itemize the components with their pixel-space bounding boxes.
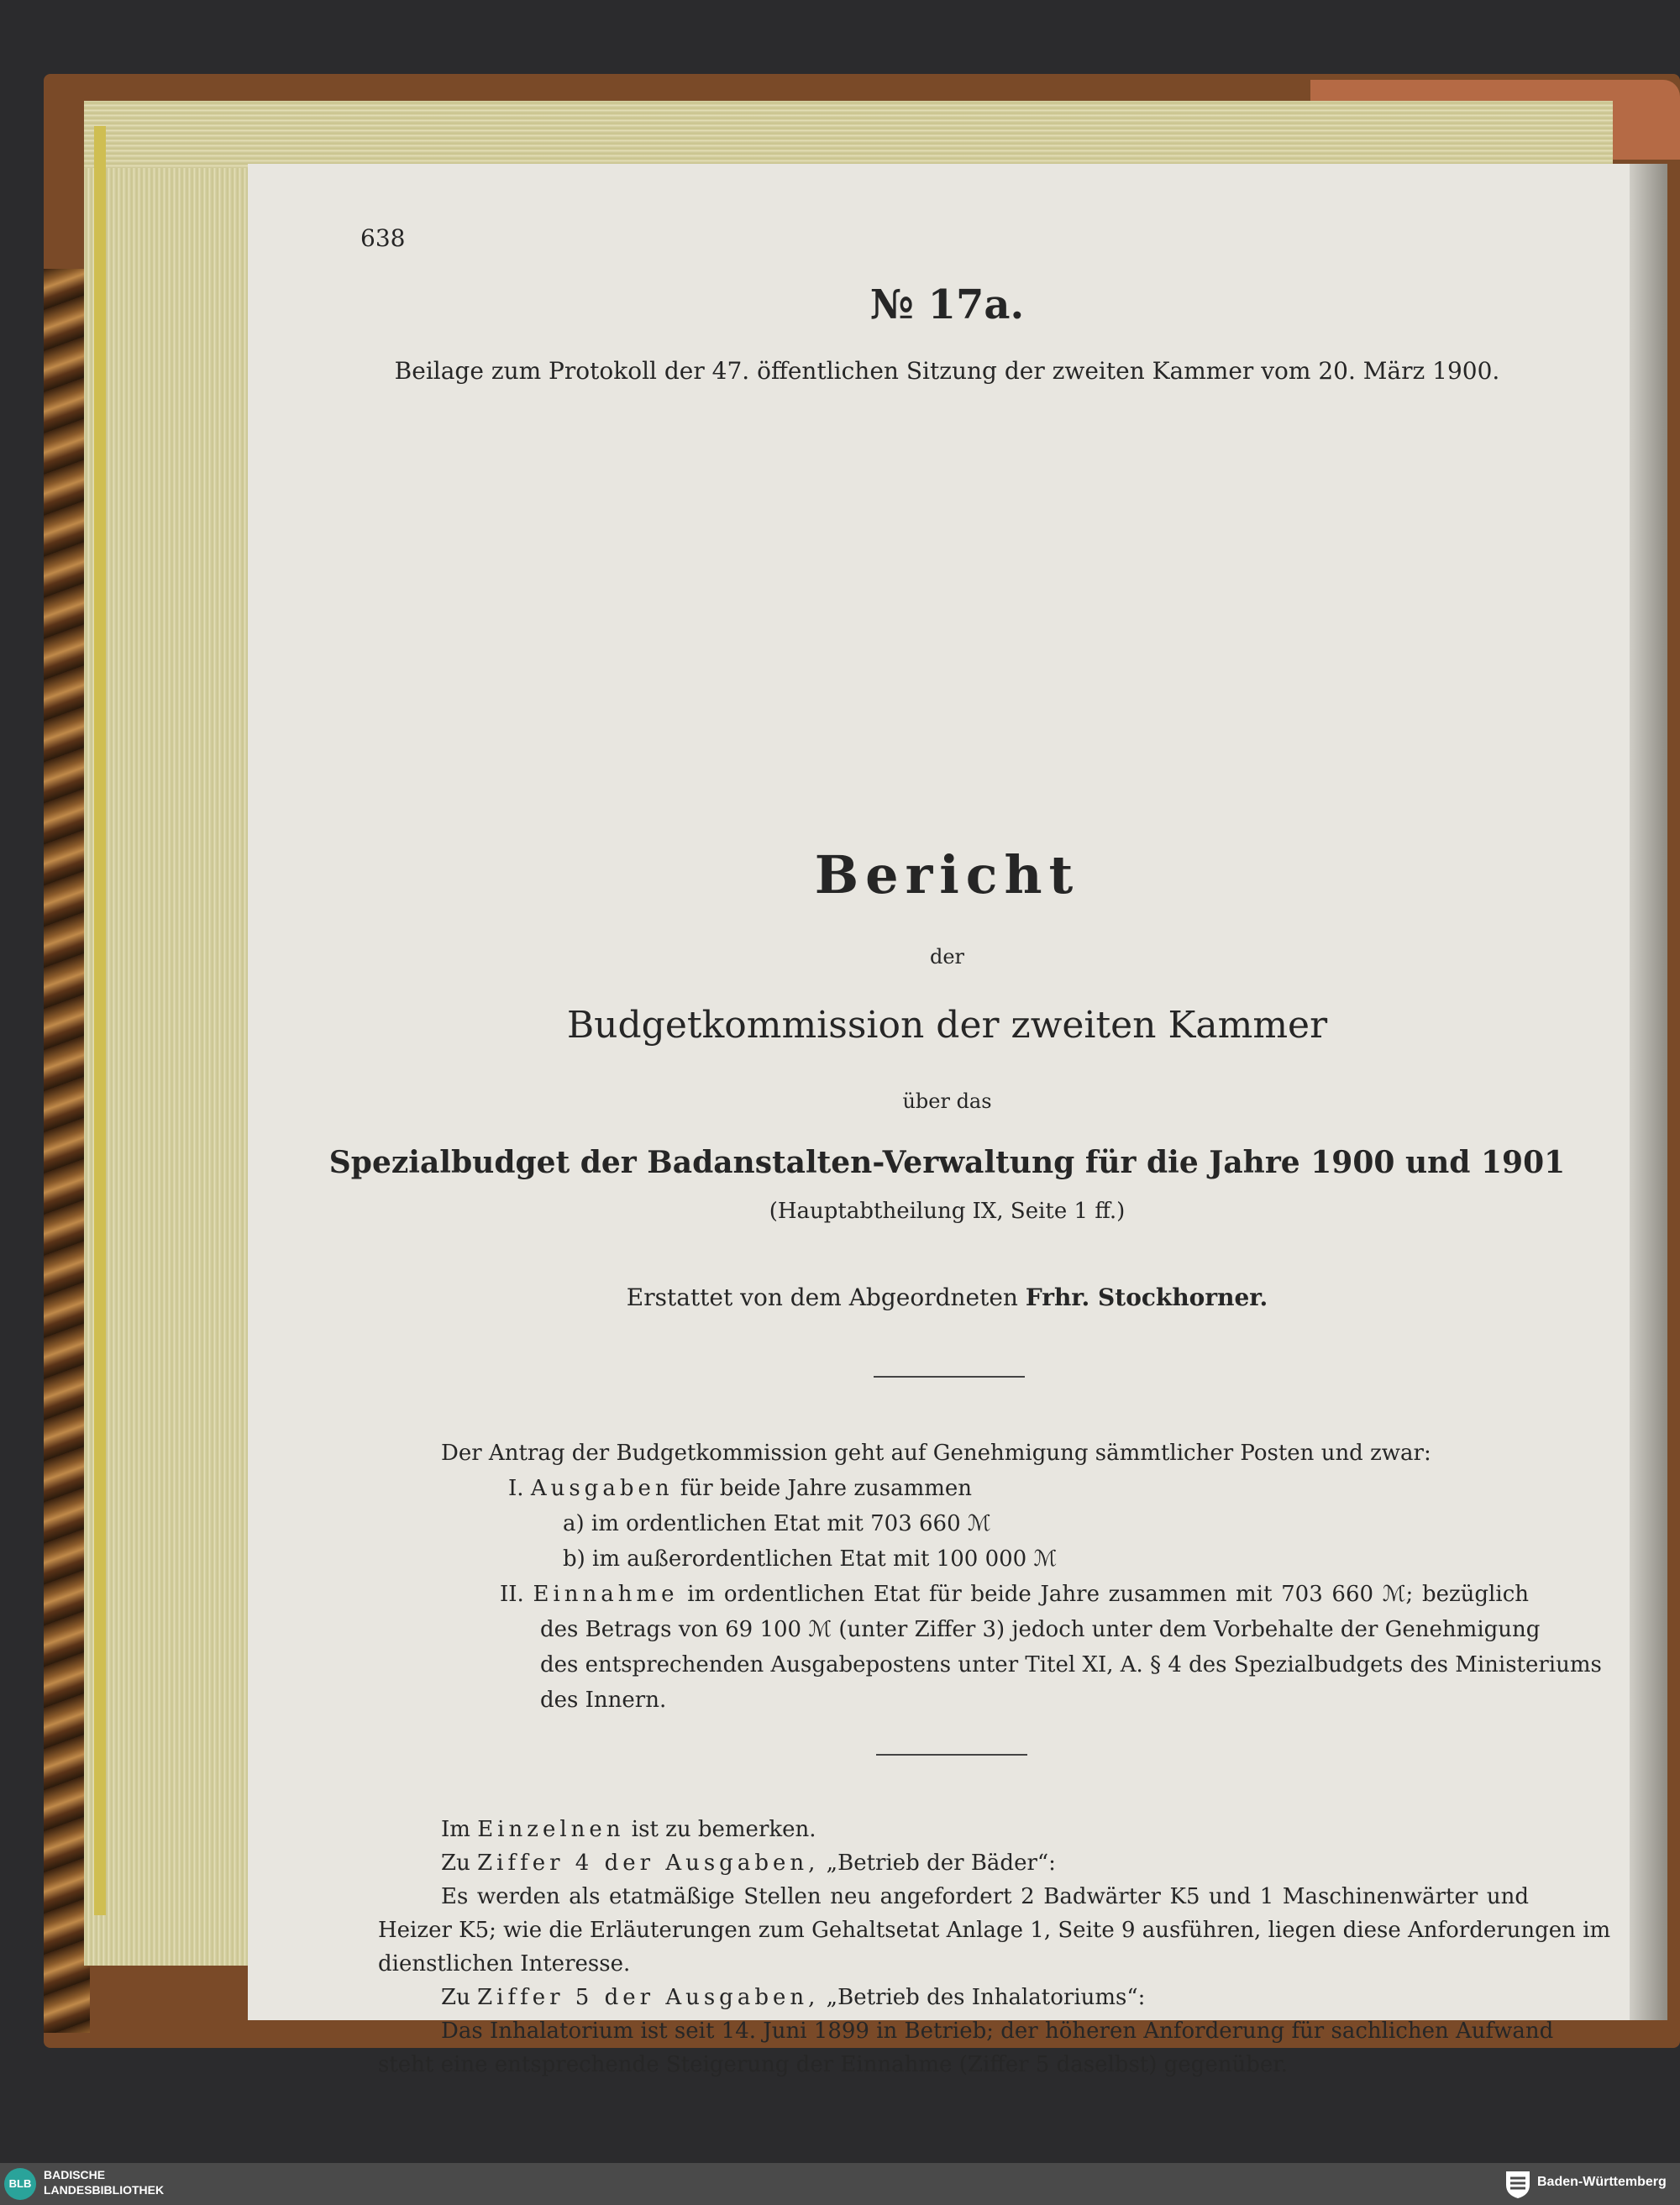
footer-bar bbox=[0, 2163, 1680, 2205]
document-page bbox=[248, 164, 1646, 2077]
antrag-intro: Der Antrag der Budgetkommission geht auf Genehmigung sämmtlicher Posten und zwar: bbox=[441, 1441, 1431, 1466]
ziffer-4-title: „Betrieb der Bäder“: bbox=[826, 1851, 1056, 1876]
antrag-ii-line-2: des Betrags von 69 100 ℳ (unter Ziffer 3) jedoch unter dem Vorbehalte der Genehmigung bbox=[540, 1617, 1541, 1642]
blb-logo-icon: BLB bbox=[4, 2168, 36, 2200]
ziffer-4-spaced: Ziffer 4 der Ausgaben, bbox=[477, 1851, 820, 1876]
blb-label-line-2: LANDESBIBLIOTHEK bbox=[44, 2183, 165, 2197]
ziffer-5-line-1: Das Inhalatorium ist seit 14. Juni 1899 in Betrieb; der höheren Anforderung für sachlichen Aufwand bbox=[441, 2019, 1554, 2044]
ziffer-5-zu: Zu bbox=[441, 1985, 470, 2010]
beilage-line: Beilage zum Protokoll der 47. öffentlichen Sitzung der zweiten Kammer vom 20. März 1900. bbox=[394, 357, 1500, 385]
bw-label: Baden-Württemberg bbox=[1537, 2175, 1667, 2189]
author-line bbox=[248, 1284, 1646, 1311]
antrag-i-ausgaben: Ausgaben bbox=[530, 1476, 674, 1501]
report-title: Bericht bbox=[814, 844, 1080, 906]
ziffer-4-zu: Zu bbox=[441, 1851, 470, 1876]
ziffer-4-line-1: Es werden als etatmäßige Stellen neu angefordert 2 Badwärter K5 und 1 Maschinenwärter und bbox=[441, 1884, 1529, 1909]
commission-title: Budgetkommission der zweiten Kammer bbox=[566, 1004, 1328, 1047]
ziffer-5-line-2: steht eine entsprechende Steigerung der Einnahme (Ziffer 5 daselbst) gegenüber. bbox=[378, 2052, 1289, 2077]
antrag-item-a: a) im ordentlichen Etat mit 703 660 ℳ bbox=[563, 1511, 991, 1536]
antrag-ii-einnahme: Einnahme bbox=[533, 1582, 679, 1607]
antrag-item-b: b) im außerordentlichen Etat mit 100 000 ℳ bbox=[563, 1546, 1058, 1572]
ziffer-4-heading bbox=[441, 1851, 1056, 1876]
gilded-edge bbox=[94, 126, 106, 1915]
ziffer-5-title: „Betrieb des Inhalatoriums“: bbox=[826, 1985, 1146, 2010]
page-edges-top bbox=[84, 101, 1613, 168]
einzelnen-heading bbox=[441, 1817, 816, 1842]
budget-title: Spezialbudget der Badanstalten-Verwaltung für die Jahre 1900 und 1901 bbox=[328, 1145, 1566, 1180]
antrag-item-i bbox=[508, 1476, 972, 1501]
antrag-ii-line-4: des Innern. bbox=[540, 1688, 667, 1713]
antrag-i-label: I. bbox=[508, 1476, 524, 1501]
antrag-ii-label: II. bbox=[500, 1582, 524, 1607]
ziffer-4-line-3: dienstlichen Interesse. bbox=[378, 1951, 631, 1977]
divider-1 bbox=[874, 1376, 1025, 1378]
page-gutter bbox=[1630, 164, 1667, 2020]
antrag-item-ii bbox=[500, 1582, 1529, 1607]
ziffer-5-spaced: Ziffer 5 der Ausgaben, bbox=[477, 1985, 820, 2010]
antrag-i-rest: für beide Jahre zusammen bbox=[680, 1476, 973, 1501]
blb-label bbox=[44, 2167, 164, 2197]
ziffer-4-line-2: Heizer K5; wie die Erläuterungen zum Gehaltsetat Anlage 1, Seite 9 ausführen, liegen diese Anforderungen im bbox=[378, 1918, 1611, 1943]
einzelnen-im: Im bbox=[441, 1817, 470, 1842]
ueber-line: über das bbox=[902, 1089, 992, 1113]
der-line: der bbox=[929, 945, 965, 969]
divider-2 bbox=[876, 1754, 1027, 1756]
baden-wuerttemberg-crest-icon bbox=[1504, 2168, 1532, 2200]
document-number: № 17a. bbox=[869, 281, 1025, 328]
einzelnen-rest: ist zu bemerken. bbox=[631, 1817, 816, 1842]
antrag-ii-line-3: des entsprechenden Ausgabepostens unter Titel XI, A. § 4 des Spezialbudgets des Ministeriums bbox=[540, 1652, 1602, 1677]
marbled-binding bbox=[44, 269, 90, 2033]
page-number: 638 bbox=[360, 224, 406, 252]
page-edges bbox=[84, 101, 260, 1966]
blb-label-line-1: BADISCHE bbox=[44, 2168, 106, 2181]
author-name: Frhr. Stockhorner. bbox=[1025, 1284, 1268, 1311]
hauptabtheilung-line: (Hauptabtheilung IX, Seite 1 ff.) bbox=[769, 1199, 1126, 1224]
antrag-ii-rest: im ordentlichen Etat für beide Jahre zusammen mit 703 660 ℳ; bezüglich bbox=[687, 1582, 1529, 1607]
author-prefix: Erstattet von dem Abgeordneten bbox=[626, 1284, 1018, 1311]
ziffer-5-heading bbox=[441, 1985, 1145, 2010]
einzelnen-spaced: Einzelnen bbox=[477, 1817, 625, 1842]
